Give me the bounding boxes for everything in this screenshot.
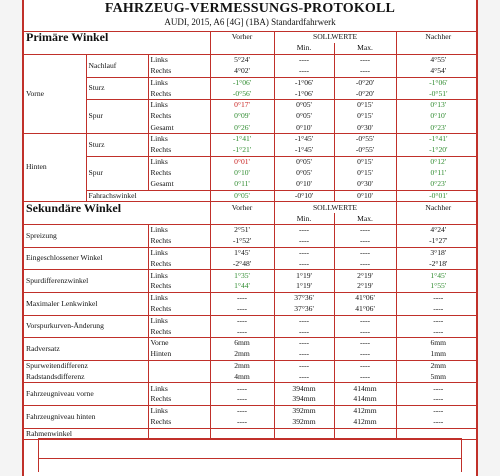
value-min: -0°10' xyxy=(274,190,334,202)
side-label xyxy=(148,372,210,383)
value-nachher: 1°45' xyxy=(430,270,447,280)
value-vorher: 0°09' xyxy=(210,111,274,122)
value-min: 0°10' xyxy=(274,122,334,133)
value-vorher: 1°45' xyxy=(210,247,274,258)
value-min: 37°36' xyxy=(274,293,334,304)
value-min: -1°06' xyxy=(274,88,334,99)
side-label: Links xyxy=(148,55,210,66)
value-max: 0°30' xyxy=(334,122,396,133)
value-min: ---- xyxy=(274,259,334,270)
value-max: 0°15' xyxy=(334,100,396,111)
value-nachher: ---- xyxy=(396,417,478,428)
value-vorher: 0°10' xyxy=(210,168,274,179)
table-row xyxy=(24,156,478,167)
group-label: Fahrzeugniveau hinten xyxy=(24,406,148,429)
value-nachher: 1mm xyxy=(396,349,478,360)
side-label: Links xyxy=(148,406,210,417)
col-max: Max. xyxy=(334,213,396,224)
value-nachher: 6mm xyxy=(430,338,447,348)
cell xyxy=(396,43,478,54)
group-label: Eingeschlossener Winkel xyxy=(24,247,148,270)
value-nachher: ---- xyxy=(396,394,478,405)
protocol-header xyxy=(24,2,476,27)
value-nachher: 0°10' xyxy=(430,111,447,121)
value-vorher: 0°11' xyxy=(210,179,274,190)
value-nachher: 0°23' xyxy=(396,179,478,190)
value-vorher: 1°44' xyxy=(210,281,274,292)
value-min: ---- xyxy=(274,66,334,77)
value-max: 412mm xyxy=(334,406,396,417)
value-nachher: 1°55' xyxy=(396,281,478,292)
value-min: 0°05' xyxy=(274,100,334,111)
group-label: Fahrzeugniveau vorne xyxy=(24,383,148,406)
value-min: 0°05' xyxy=(274,156,334,167)
value-max: -0°55' xyxy=(334,145,396,156)
value-min: ---- xyxy=(274,372,334,383)
value-max: 0°10' xyxy=(334,190,396,202)
value-vorher: -1°52' xyxy=(210,236,274,247)
value-vorher: 4mm xyxy=(210,372,274,383)
value-nachher: ---- xyxy=(433,406,444,416)
value-min: ---- xyxy=(274,55,334,66)
value-max: ---- xyxy=(334,372,396,383)
value-vorher: 2mm xyxy=(210,360,274,371)
value-max: 41°06' xyxy=(334,293,396,304)
table-row xyxy=(24,225,478,236)
side-label: Rechts xyxy=(148,236,210,247)
side-label: Rechts xyxy=(148,145,210,156)
value-nachher: -1°27' xyxy=(396,236,478,247)
value-nachher: ---- xyxy=(433,293,444,303)
value-vorher: 0°17' xyxy=(210,100,274,111)
value-max: ---- xyxy=(334,259,396,270)
table-row xyxy=(24,315,478,326)
group-label: Radstandsdifferenz xyxy=(24,372,148,383)
value-nachher: -0°01' xyxy=(396,190,478,202)
value-vorher: 0°01' xyxy=(210,156,274,167)
col-vorher: Vorher xyxy=(210,202,274,213)
side-label: Links xyxy=(148,77,210,88)
group-label: Nachlauf xyxy=(86,55,148,78)
side-label: Gesamt xyxy=(148,179,210,190)
secondary-angles-table xyxy=(24,202,478,440)
value-nachher: -2°18' xyxy=(396,259,478,270)
group-label: Sturz xyxy=(86,134,148,157)
value-min: 0°05' xyxy=(274,111,334,122)
section-title: Primäre Winkel xyxy=(24,32,210,43)
group-label: Rahmenwinkel xyxy=(24,428,148,440)
value-min: -1°45' xyxy=(274,145,334,156)
value-max: ---- xyxy=(334,360,396,371)
value-nachher: 3°18' xyxy=(430,247,447,257)
value-vorher: 0°26' xyxy=(210,122,274,133)
value-min: 0°05' xyxy=(274,168,334,179)
group-label: Spreizung xyxy=(24,225,148,248)
group-label: Maximaler Lenkwinkel xyxy=(24,293,148,316)
value-vorher: ---- xyxy=(210,383,274,394)
value-nachher: -0°51' xyxy=(396,88,478,99)
cell xyxy=(24,43,210,54)
side-label: Links xyxy=(148,383,210,394)
notes-box xyxy=(38,438,462,472)
value-min: ---- xyxy=(274,338,334,349)
value-min: 1°19' xyxy=(274,270,334,281)
side-label: Rechts xyxy=(148,168,210,179)
group-label: Spur xyxy=(86,100,148,134)
value-vorher: -2°48' xyxy=(210,259,274,270)
value-max: 414mm xyxy=(334,383,396,394)
value-nachher: 4°55' xyxy=(430,55,447,65)
secondary-subheader-row xyxy=(24,213,478,224)
value-max: 0°15' xyxy=(334,168,396,179)
value-vorher: 6mm xyxy=(210,338,274,349)
value-min: ---- xyxy=(274,236,334,247)
table-row xyxy=(24,338,478,349)
side-label: Rechts xyxy=(148,394,210,405)
value-max: ---- xyxy=(334,349,396,360)
value-nachher: ---- xyxy=(433,315,444,325)
value-vorher: -1°41' xyxy=(210,134,274,145)
value-nachher: 2mm xyxy=(430,360,447,370)
value-max: -0°55' xyxy=(334,134,396,145)
value-min: 1°19' xyxy=(274,281,334,292)
value-min: ---- xyxy=(274,225,334,236)
side-label: Links xyxy=(148,247,210,258)
value-nachher: 4°54' xyxy=(396,66,478,77)
value-vorher: ---- xyxy=(210,394,274,405)
side-label: Rechts xyxy=(148,417,210,428)
cell xyxy=(396,213,478,224)
side-label: Links xyxy=(148,156,210,167)
group-label: Spurweitendifferenz xyxy=(24,360,148,371)
table-row xyxy=(24,372,478,383)
table-row xyxy=(24,247,478,258)
value-max: ---- xyxy=(334,55,396,66)
value-min: 37°36' xyxy=(274,304,334,315)
value-nachher: 0°13' xyxy=(430,100,447,110)
side-label: Rechts xyxy=(148,88,210,99)
value-vorher: ---- xyxy=(210,293,274,304)
value-vorher: 2°51' xyxy=(210,225,274,236)
value-max: 0°15' xyxy=(334,111,396,122)
value-nachher: 0°11' xyxy=(430,167,447,177)
value-min: ---- xyxy=(274,349,334,360)
side-label: Rechts xyxy=(148,304,210,315)
protocol-sheet xyxy=(22,0,478,476)
table-row xyxy=(24,360,478,371)
value-min: 392mm xyxy=(274,406,334,417)
col-vorher: Vorher xyxy=(210,32,274,43)
secondary-header-row xyxy=(24,202,478,213)
value-min: 394mm xyxy=(274,394,334,405)
side-label xyxy=(148,360,210,371)
side-label: Gesamt xyxy=(148,122,210,133)
table-row xyxy=(24,383,478,394)
value-vorher: -1°21' xyxy=(210,145,274,156)
group-label: Spur xyxy=(86,156,148,190)
value-max: -0°20' xyxy=(334,88,396,99)
value-vorher: 4°02' xyxy=(210,66,274,77)
notes-divider xyxy=(38,458,462,459)
value-nachher: 0°23' xyxy=(396,122,478,133)
col-nachher: Nachher xyxy=(425,202,452,212)
value-nachher: ---- xyxy=(433,383,444,393)
table-row xyxy=(24,77,478,88)
cell xyxy=(24,213,210,224)
side-label: Links xyxy=(148,134,210,145)
table-row xyxy=(24,134,478,145)
value-max: ---- xyxy=(334,247,396,258)
value-vorher: ---- xyxy=(210,417,274,428)
col-min: Min. xyxy=(274,213,334,224)
col-sollwerte: SOLLWERTE xyxy=(274,32,396,43)
value-min: ---- xyxy=(274,247,334,258)
value-min: ---- xyxy=(274,326,334,337)
value-min: -1°06' xyxy=(274,77,334,88)
side-label: Links xyxy=(148,225,210,236)
table-row xyxy=(24,55,478,66)
protocol-title: FAHRZEUG-VERMESSUNGS-PROTOKOLL xyxy=(104,1,396,16)
side-label: Rechts xyxy=(148,326,210,337)
table-row xyxy=(24,270,478,281)
primary-header-row xyxy=(24,32,478,43)
vehicle-info: AUDI, 2015, A6 [4G] (1BA) Standardfahrwerk xyxy=(164,17,336,27)
value-vorher: ---- xyxy=(210,315,274,326)
table-row xyxy=(24,100,478,111)
value-vorher: ---- xyxy=(210,326,274,337)
group-label: Vorspurkurven-Änderung xyxy=(24,315,148,338)
value-nachher: -1°20' xyxy=(396,145,478,156)
value-max: 2°19' xyxy=(334,270,396,281)
value-nachher: ---- xyxy=(396,304,478,315)
axle-label: Hinten xyxy=(24,134,86,202)
value-vorher: ---- xyxy=(210,304,274,315)
value-max: 412mm xyxy=(334,417,396,428)
group-label: Fahrachswinkel xyxy=(86,190,210,202)
col-min: Min. xyxy=(274,43,334,54)
value-nachher: 4°24' xyxy=(430,225,447,235)
value-max: 0°30' xyxy=(334,179,396,190)
primary-subheader-row xyxy=(24,43,478,54)
side-label: Rechts xyxy=(148,111,210,122)
side-label: Rechts xyxy=(148,259,210,270)
table-row xyxy=(24,190,478,202)
value-nachher: 5mm xyxy=(396,372,478,383)
value-max: ---- xyxy=(334,315,396,326)
value-vorher: 5°24' xyxy=(210,55,274,66)
table-row xyxy=(24,406,478,417)
value-max: -0°20' xyxy=(334,77,396,88)
value-max: ---- xyxy=(334,66,396,77)
col-sollwerte: SOLLWERTE xyxy=(274,202,396,213)
side-label: Links xyxy=(148,315,210,326)
value-vorher: ---- xyxy=(210,406,274,417)
value-min: 0°10' xyxy=(274,179,334,190)
value-vorher: 1°35' xyxy=(210,270,274,281)
side-label: Links xyxy=(148,270,210,281)
side-label: Vorne xyxy=(148,338,210,349)
table-row xyxy=(24,293,478,304)
col-nachher: Nachher xyxy=(425,32,452,42)
group-label: Sturz xyxy=(86,77,148,100)
group-label: Radversatz xyxy=(24,338,148,361)
value-vorher: -1°06' xyxy=(210,77,274,88)
value-vorher: 0°05' xyxy=(210,190,274,202)
value-vorher: 2mm xyxy=(210,349,274,360)
axle-label: Vorne xyxy=(24,55,86,134)
cell xyxy=(210,213,274,224)
value-nachher: -1°41' xyxy=(429,134,448,144)
cell xyxy=(210,43,274,54)
value-min: 392mm xyxy=(274,417,334,428)
side-label: Rechts xyxy=(148,281,210,292)
value-max: 41°06' xyxy=(334,304,396,315)
value-max: ---- xyxy=(334,225,396,236)
value-max: ---- xyxy=(334,326,396,337)
value-min: 394mm xyxy=(274,383,334,394)
value-max: ---- xyxy=(334,236,396,247)
value-nachher: -1°06' xyxy=(429,77,448,87)
value-min: ---- xyxy=(274,360,334,371)
primary-angles-table xyxy=(24,32,478,202)
value-nachher: 0°12' xyxy=(430,156,447,166)
value-vorher: -0°56' xyxy=(210,88,274,99)
value-max: 2°19' xyxy=(334,281,396,292)
side-label: Links xyxy=(148,100,210,111)
value-max: 0°15' xyxy=(334,156,396,167)
side-label: Rechts xyxy=(148,66,210,77)
side-label: Hinten xyxy=(148,349,210,360)
value-max: ---- xyxy=(334,338,396,349)
section-title: Sekundäre Winkel xyxy=(24,202,210,213)
value-max: 414mm xyxy=(334,394,396,405)
value-min: -1°45' xyxy=(274,134,334,145)
value-min: ---- xyxy=(274,315,334,326)
side-label: Links xyxy=(148,293,210,304)
group-label: Spurdifferenzwinkel xyxy=(24,270,148,293)
col-max: Max. xyxy=(334,43,396,54)
value-nachher: ---- xyxy=(396,326,478,337)
